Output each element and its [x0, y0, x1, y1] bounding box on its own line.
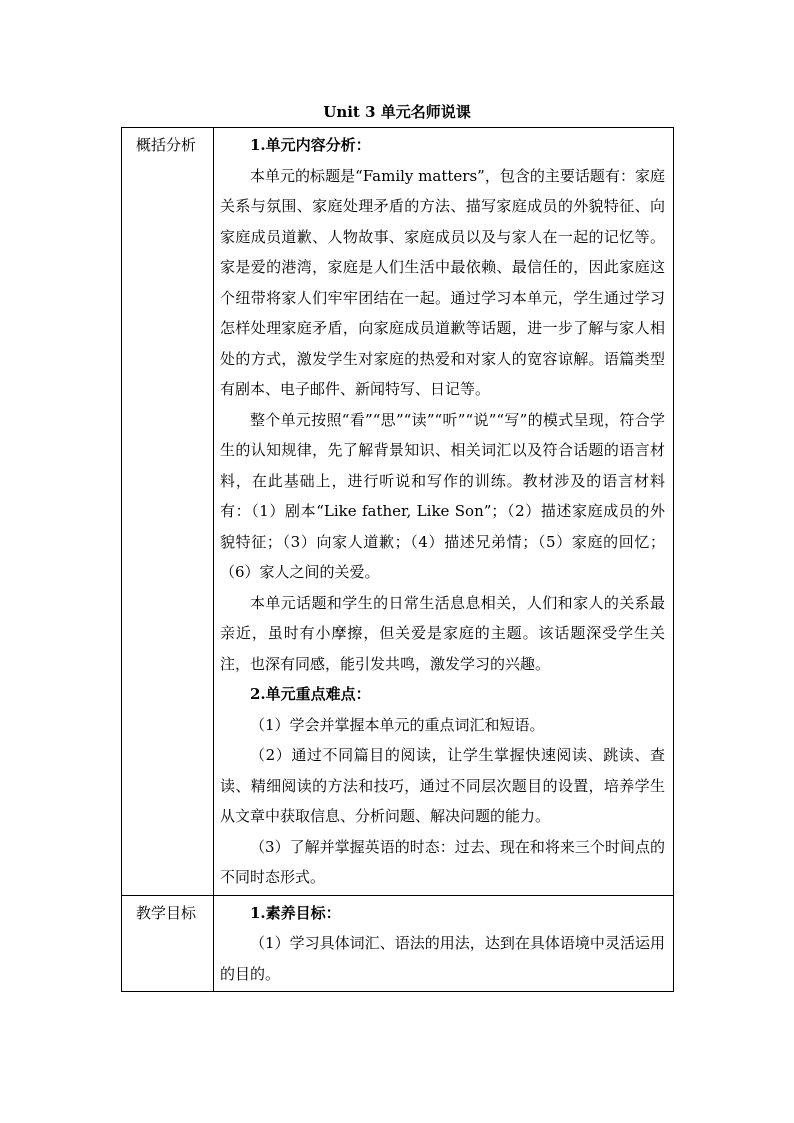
- table-row: [122, 895, 674, 992]
- list-item: （3）了解并掌握英语的时态：过去、现在和将来三个时间点的不同时态形式。: [220, 837, 665, 886]
- list-item: （1）学会并掌握本单元的重点词汇和短语。: [250, 715, 545, 734]
- row-label: 概括分析: [122, 128, 214, 896]
- section-heading: 1.素养目标：: [250, 903, 341, 922]
- paragraph: 本单元话题和学生的日常生活息息相关，人们和家人的关系最亲近，虽时有小摩擦，但关爱是家庭的主题。该话题深受学生关注，也深有同感，能引发共鸣，激发学习的兴趣。: [220, 593, 665, 673]
- section-heading: 1.单元内容分析：: [250, 136, 371, 154]
- row-content: [214, 128, 674, 896]
- paragraph: 本单元的标题是“Family matters”，包含的主要话题有：家庭关系与氛围、家庭处理矛盾的方法、描写家庭成员的外貌特征、向家庭成员道歉、人物故事、家庭成员以及与家人在一起的记忆等。家是爱的港湾，家庭是人们生活中最依赖、最信任的，因此家庭这个纽带将家人们牢牢团结在一起。通过学习本单元，学生通过学习怎样处理家庭矛盾，向家庭成员道歉等话题，进一步了解与家人相处的方式，激发学生对家庭的热爱和对家人的宽容谅解。语篇类型有剧本、电子邮件、新闻特写、日记等。: [220, 166, 665, 398]
- paragraph: 整个单元按照“看”“思”“读”“听”“说”“写”的模式呈现，符合学生的认知规律，先了解背景知识、相关词汇以及符合话题的语言材料，在此基础上，进行听说和写作的训练。教材涉及的语言材料有：（1）剧本“Like father, Like Son”；（2）描述家庭成员的外貌特征；（3）向家人道歉；（4）描述兄弟情；（5）家庭的回忆；（6）家人之间的关爱。: [220, 410, 665, 581]
- table-row: [122, 128, 674, 896]
- list-item: （2）通过不同篇目的阅读，让学生掌握快速阅读、跳读、查读、精细阅读的方法和技巧，通过不同层次题目的设置，培养学生从文章中获取信息、分析问题、解决问题的能力。: [220, 746, 665, 825]
- row-label: 教学目标: [122, 895, 214, 992]
- lesson-table: [121, 127, 674, 992]
- row-content: [214, 895, 674, 992]
- section-heading: 2.单元重点难点：: [250, 685, 371, 703]
- list-item: （1）学习具体词汇、语法的用法，达到在具体语境中灵活运用的目的。: [220, 934, 665, 983]
- page-title: Unit 3 单元名师说课: [323, 103, 471, 121]
